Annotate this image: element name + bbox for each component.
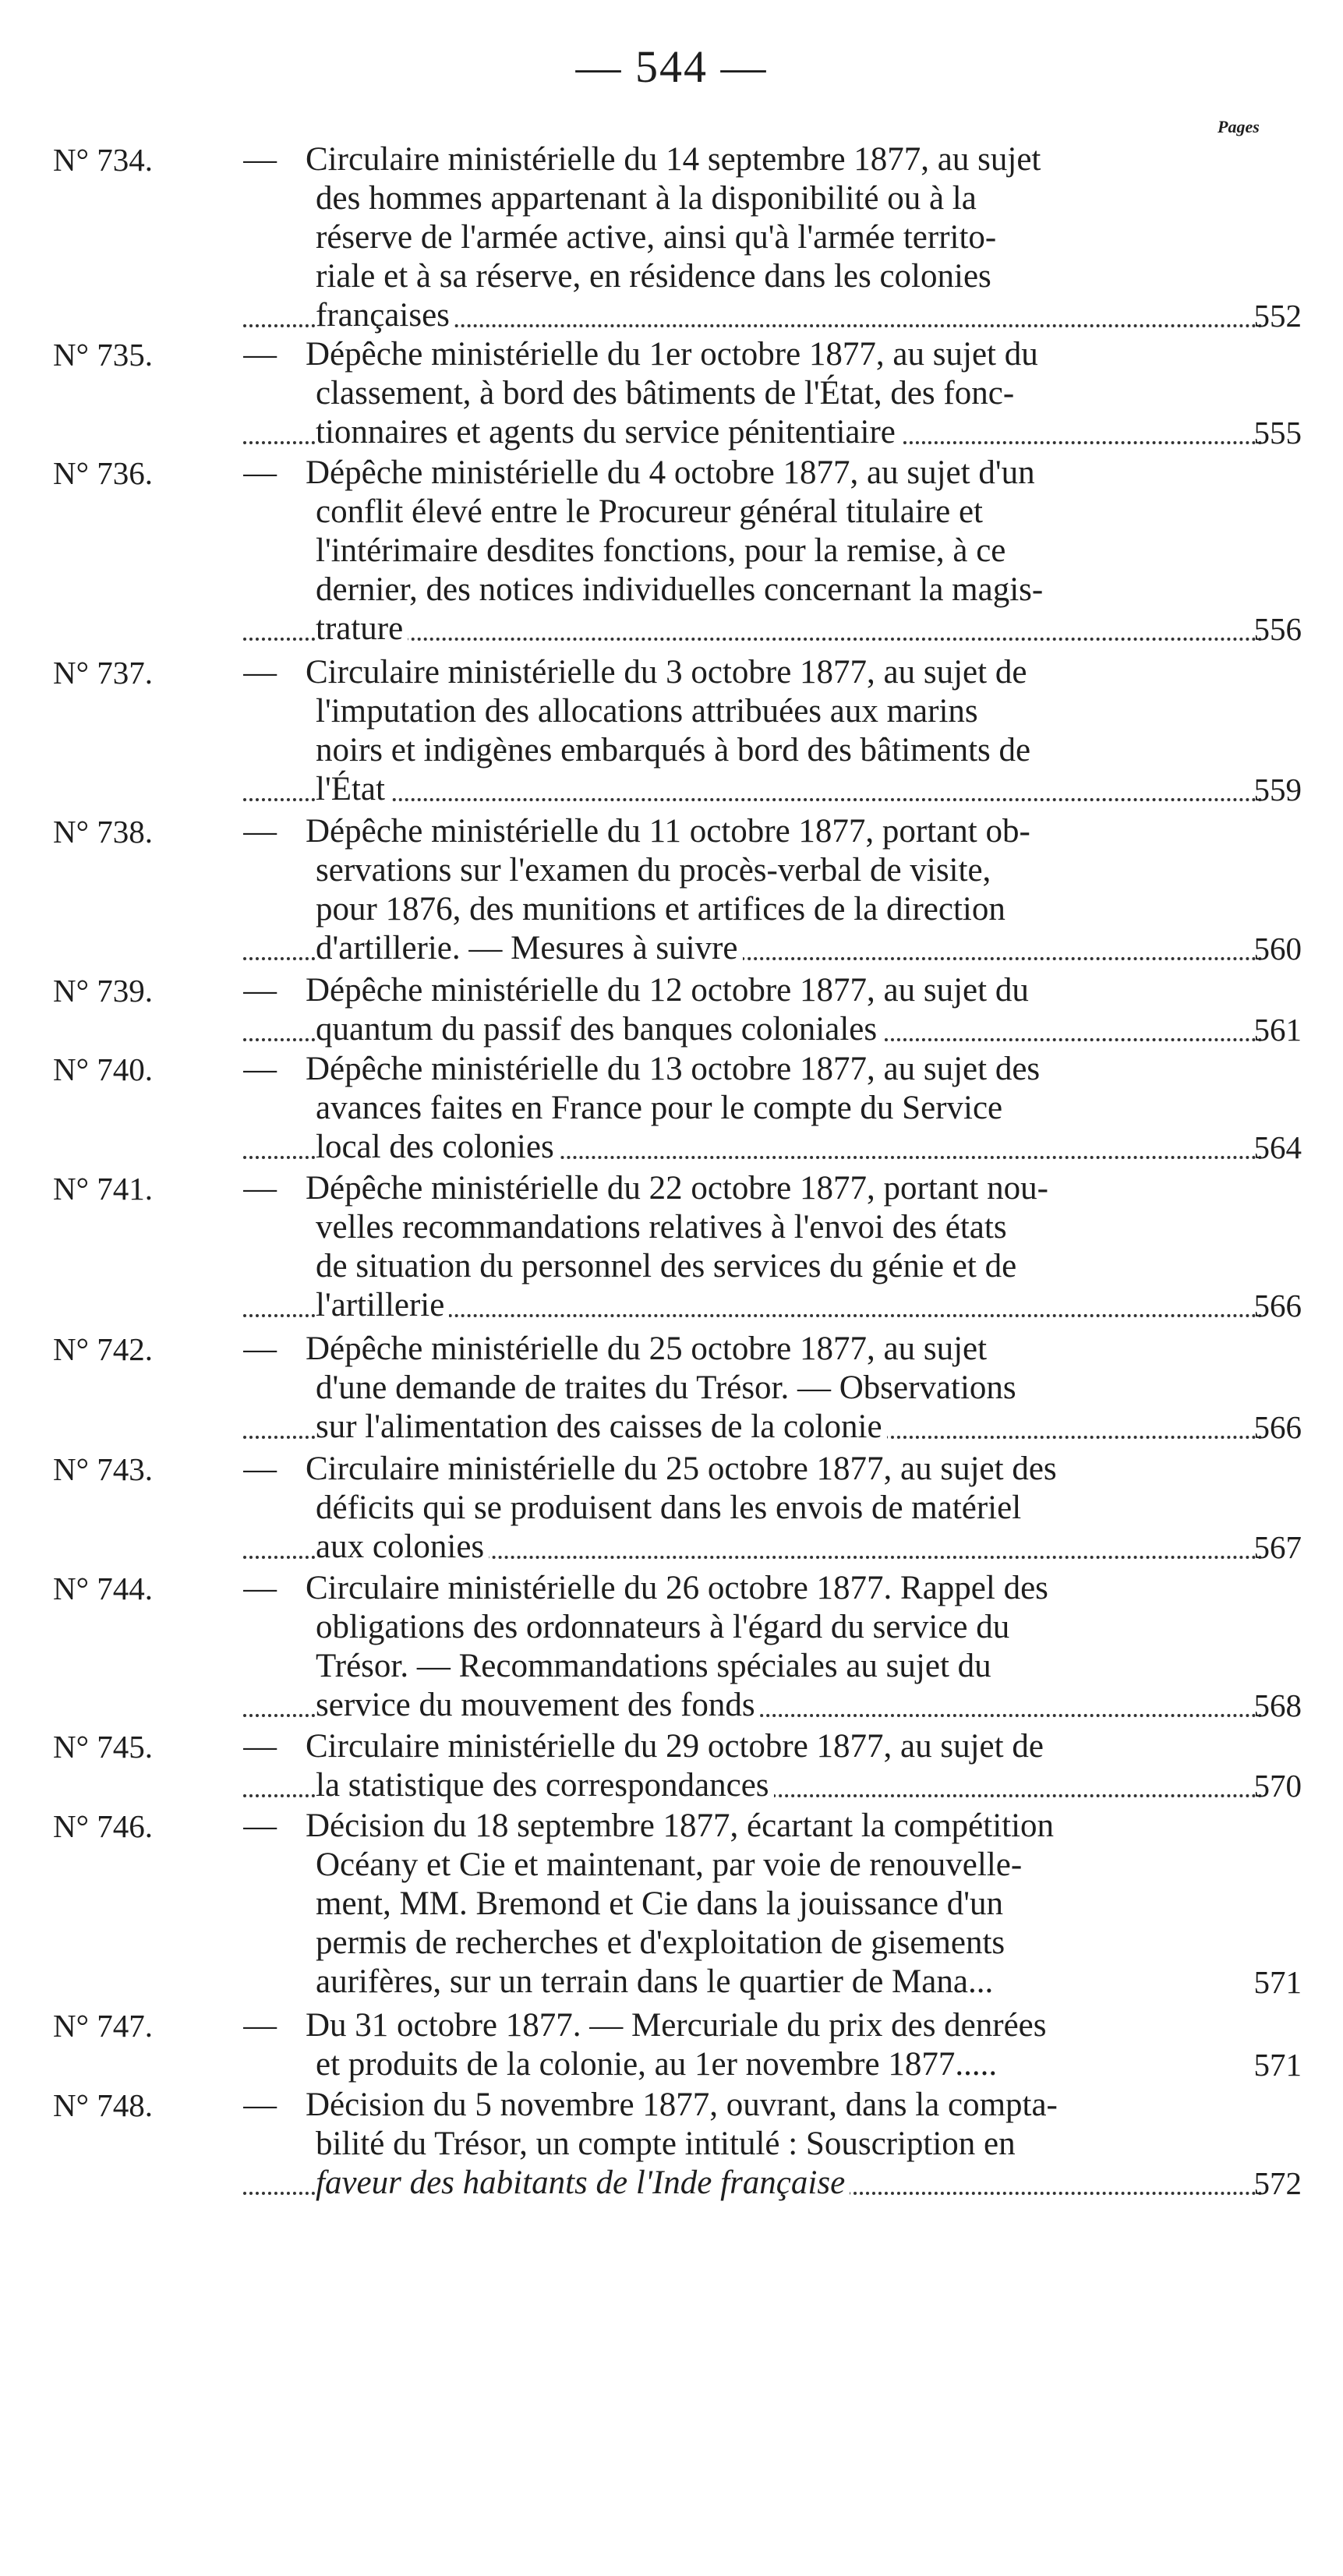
entry-number: N° 744. — [53, 1571, 154, 1606]
entry-line: des hommes appartenant à la disponibilité ou à la — [316, 180, 977, 217]
entry-page-number: 571 — [1253, 1964, 1302, 2000]
entry-text — [243, 1050, 1263, 1167]
entry-last-line — [243, 1010, 1263, 1049]
entry-line — [243, 140, 1263, 179]
entry-line: Océany et Cie et maintenant, par voie de renouvelle- — [316, 1846, 1023, 1883]
entry-line: réserve de l'armée active, ainsi qu'à l'armée territo- — [316, 219, 997, 256]
entry-line-text: françaises — [316, 297, 454, 334]
entry-page-number: 556 — [1253, 611, 1302, 647]
entry-number: N° 736. — [53, 455, 154, 491]
entry-dash: — — [243, 1728, 277, 1765]
entry-line — [243, 653, 1263, 692]
entry-line-text: Dépêche ministérielle du 11 octobre 1877, portant ob- — [306, 813, 1030, 850]
entry-text — [243, 653, 1263, 809]
entry-line: velles recommandations relatives à l'envoi des états — [316, 1209, 1007, 1246]
entry-line-text: Dépêche ministérielle du 1er octobre 1877, au sujet du — [306, 336, 1038, 373]
entry-text — [243, 1330, 1263, 1447]
entry-line-text: Circulaire ministérielle du 14 septembre 1877, au sujet — [306, 141, 1041, 178]
entry-line-text: Dépêche ministérielle du 25 octobre 1877, au sujet — [306, 1330, 988, 1367]
entry-line: conflit élevé entre le Procureur général titulaire et — [316, 493, 983, 530]
entry-line — [243, 1330, 1263, 1369]
entry-page-number: 566 — [1253, 1288, 1302, 1323]
entry-line — [243, 1450, 1263, 1489]
entry-text — [243, 140, 1263, 335]
entry-number: N° 738. — [53, 814, 154, 850]
entry-dash: — — [243, 654, 277, 691]
entry-number: N° 743. — [53, 1451, 154, 1487]
entry-last-line — [243, 1766, 1263, 1805]
entry-number: N° 734. — [53, 142, 154, 178]
entry-line: déficits qui se produisent dans les envois de matériel — [316, 1489, 1022, 1526]
entry-text — [243, 1169, 1263, 1325]
entry-text — [243, 812, 1263, 968]
entry-line: bilité du Trésor, un compte intitulé : Souscription en — [316, 2125, 1016, 2162]
entry-text — [243, 1727, 1263, 1805]
entry-page-number: 564 — [1253, 1129, 1302, 1165]
entry-page-number: 571 — [1253, 2047, 1302, 2083]
entry-line-text: Dépêche ministérielle du 22 octobre 1877, portant nou- — [306, 1170, 1048, 1207]
entry-line — [243, 1569, 1263, 1608]
entry-page-number: 552 — [1253, 298, 1302, 334]
entry-line — [243, 1169, 1263, 1208]
entry-dash: — — [243, 2087, 277, 2123]
entry-line-text: Dépêche ministérielle du 4 octobre 1877, au sujet d'un — [306, 454, 1035, 491]
leader-dots — [243, 798, 1263, 801]
entry-last-line — [243, 413, 1263, 452]
entry-text — [243, 971, 1263, 1049]
entry-line: aurifères, sur un terrain dans le quartier de Mana... — [316, 1963, 994, 2000]
entry-line: noirs et indigènes embarqués à bord des bâtiments de — [316, 732, 1031, 769]
entry-dash: — — [243, 1170, 277, 1207]
entry-line-text: Dépêche ministérielle du 12 octobre 1877, au sujet du — [306, 972, 1029, 1009]
entry-line — [243, 812, 1263, 851]
entry-text — [243, 2006, 1263, 2084]
page-number: — 544 — — [575, 41, 768, 92]
entry-line-text: Décision du 5 novembre 1877, ouvrant, dans la compta- — [306, 2087, 1058, 2123]
entry-last-line — [243, 2164, 1263, 2203]
entry-line-text: Circulaire ministérielle du 26 octobre 1877. Rappel des — [306, 1570, 1048, 1606]
entry-dash: — — [243, 1451, 277, 1487]
entry-line-text: local des colonies — [316, 1129, 559, 1165]
entry-number: N° 740. — [53, 1051, 154, 1087]
entry-line — [243, 2086, 1263, 2125]
entry-line-text: faveur des habitants de l'Inde française — [316, 2164, 850, 2201]
entry-line: pour 1876, des munitions et artifices de la direction — [316, 891, 1005, 928]
entry-line — [243, 335, 1263, 374]
entry-text — [243, 2086, 1263, 2203]
entry-page-number: 561 — [1253, 1012, 1302, 1048]
pages-column-label: Pages — [1218, 117, 1260, 136]
entry-line: Trésor. — Recommandations spéciales au sujet du — [316, 1648, 991, 1684]
entry-page-number: 560 — [1253, 931, 1302, 966]
entry-line: l'intérimaire desdites fonctions, pour la remise, à ce — [316, 532, 1006, 569]
entry-line: permis de recherches et d'exploitation de gisements — [316, 1924, 1005, 1961]
entry-line: et produits de la colonie, au 1er novembre 1877..... — [316, 2046, 998, 2083]
entry-line-text: Circulaire ministérielle du 3 octobre 1877, au sujet de — [306, 654, 1027, 691]
entry-last-line — [243, 296, 1263, 335]
entry-last-line — [243, 1408, 1263, 1447]
entry-dash: — — [243, 972, 277, 1009]
entry-dash: — — [243, 1807, 277, 1844]
entry-line-text: quantum du passif des banques coloniales — [316, 1011, 882, 1048]
entry-last-line — [243, 1286, 1263, 1325]
entry-dash: — — [243, 1330, 277, 1367]
entry-number: N° 747. — [53, 2008, 154, 2044]
entry-line-text: Du 31 octobre 1877. — Mercuriale du prix des denrées — [306, 2007, 1047, 2044]
entry-number: N° 737. — [53, 655, 154, 691]
entry-text — [243, 1450, 1263, 1567]
entry-last-line — [243, 1528, 1263, 1567]
entry-last-line — [243, 1686, 1263, 1725]
entry-line-text: Circulaire ministérielle du 25 octobre 1877, au sujet des — [306, 1451, 1057, 1487]
entry-number: N° 745. — [53, 1729, 154, 1765]
entry-dash: — — [243, 454, 277, 491]
entry-number: N° 741. — [53, 1171, 154, 1207]
entry-line: avances faites en France pour le compte du Service — [316, 1090, 1003, 1126]
entry-line — [243, 1727, 1263, 1766]
entry-line-text: la statistique des correspondances — [316, 1767, 774, 1804]
entry-line-text: l'artillerie — [316, 1287, 449, 1323]
entry-dash: — — [243, 2007, 277, 2044]
entry-page-number: 566 — [1253, 1409, 1302, 1445]
entry-line — [243, 2006, 1263, 2045]
entry-last-line — [243, 929, 1263, 968]
entry-line: de situation du personnel des services du génie et de — [316, 1248, 1017, 1284]
entry-line: riale et à sa réserve, en résidence dans les colonies — [316, 258, 991, 295]
entry-number: N° 746. — [53, 1808, 154, 1844]
entry-line: d'une demande de traites du Trésor. — Observations — [316, 1369, 1016, 1406]
entry-line-text: sur l'alimentation des caisses de la colonie — [316, 1408, 887, 1445]
entry-line — [243, 1807, 1263, 1846]
entry-text — [243, 1807, 1263, 2002]
entry-line-text: l'État — [316, 771, 390, 807]
entry-line: dernier, des notices individuelles concernant la magis- — [316, 571, 1044, 608]
entry-number: N° 739. — [53, 973, 154, 1009]
entry-line: servations sur l'examen du procès-verbal de visite, — [316, 852, 991, 889]
entry-line-text: Circulaire ministérielle du 29 octobre 1877, au sujet de — [306, 1728, 1044, 1765]
entry-page-number: 567 — [1253, 1529, 1302, 1565]
entry-line-text: d'artillerie. — Mesures à suivre — [316, 930, 743, 966]
entry-dash: — — [243, 1051, 277, 1087]
entry-page-number: 570 — [1253, 1768, 1302, 1804]
entry-page-number: 555 — [1253, 415, 1302, 451]
entry-page-number: 559 — [1253, 772, 1302, 807]
entry-page-number: 568 — [1253, 1687, 1302, 1723]
entry-number: N° 742. — [53, 1331, 154, 1367]
entry-line-text: service du mouvement des fonds — [316, 1687, 760, 1723]
entry-last-line — [243, 610, 1263, 648]
entry-dash: — — [243, 141, 277, 178]
entry-line-text: Dépêche ministérielle du 13 octobre 1877, au sujet des — [306, 1051, 1041, 1087]
entry-line-text: trature — [316, 610, 408, 647]
entry-line — [243, 454, 1263, 493]
entry-text — [243, 335, 1263, 452]
entry-last-line — [243, 1128, 1263, 1167]
entry-line: classement, à bord des bâtiments de l'État, des fonc- — [316, 375, 1015, 412]
entry-dash: — — [243, 336, 277, 373]
entry-line-text: Décision du 18 septembre 1877, écartant la compétition — [306, 1807, 1055, 1844]
entry-line-text: tionnaires et agents du service pénitentiaire — [316, 414, 900, 451]
entry-dash: — — [243, 813, 277, 850]
entry-number: N° 748. — [53, 2087, 154, 2123]
entry-text — [243, 1569, 1263, 1725]
entry-line: ment, MM. Bremond et Cie dans la jouissance d'un — [316, 1885, 1003, 1922]
entry-text — [243, 454, 1263, 648]
entry-last-line — [243, 770, 1263, 809]
entry-number: N° 735. — [53, 337, 154, 373]
entry-line — [243, 1050, 1263, 1089]
entry-line-text: aux colonies — [316, 1528, 489, 1565]
entry-line: obligations des ordonnateurs à l'égard du service du — [316, 1609, 1010, 1645]
entry-line — [243, 971, 1263, 1010]
entry-line: l'imputation des allocations attribuées aux marins — [316, 693, 978, 730]
entry-page-number: 572 — [1253, 2165, 1302, 2201]
entry-dash: — — [243, 1570, 277, 1606]
